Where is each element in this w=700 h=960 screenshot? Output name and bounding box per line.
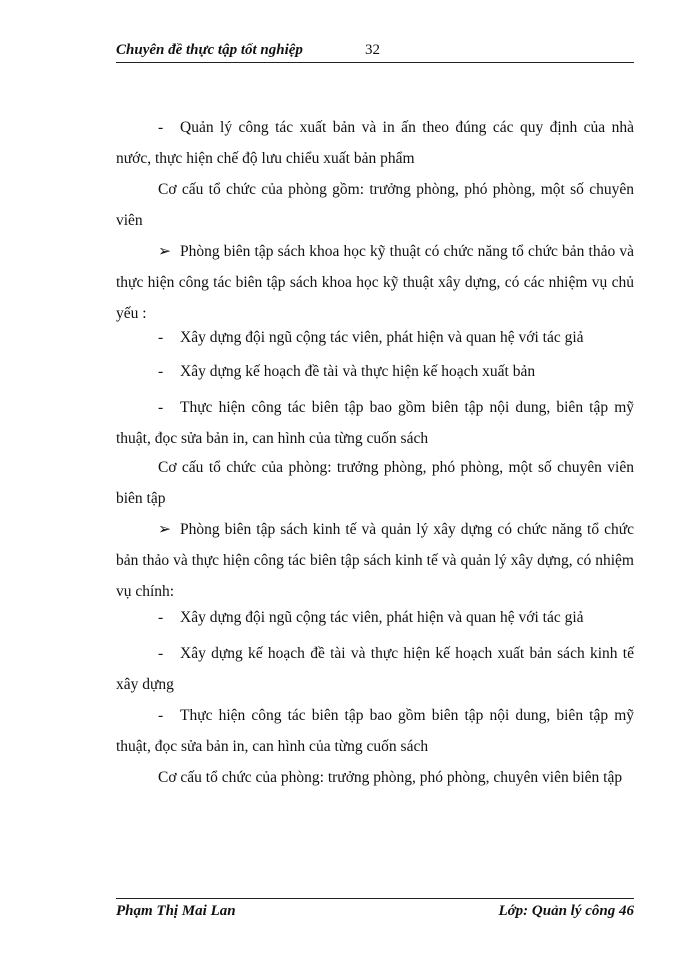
paragraph-text: Phòng biên tập sách kinh tế và quản lý xây dựng có chức năng tổ chức bản thảo và thực hiện công tác biên tập sách kinh tế và quản lý xây dựng, có nhiệm vụ chính:	[116, 521, 634, 600]
paragraph-text: Cơ cấu tổ chức của phòng: trưởng phòng, phó phòng, một số chuyên viên biên tập	[116, 459, 634, 507]
paragraph	[116, 112, 634, 174]
paragraph	[116, 322, 634, 353]
dash-marker: -	[158, 645, 164, 662]
paragraph-text: Xây dựng kế hoạch đề tài và thực hiện kế hoạch xuất bản sách kinh tế xây dựng	[116, 645, 634, 693]
paragraph-text: Xây dựng kế hoạch đề tài và thực hiện kế hoạch xuất bản	[180, 363, 536, 380]
dash-marker: -	[158, 707, 164, 724]
dash-marker: -	[158, 363, 164, 380]
document-title: Chuyên đề thực tập tốt nghiệp	[116, 42, 303, 58]
paragraph	[116, 356, 634, 387]
arrow-bullet-icon: ➢	[158, 243, 171, 260]
paragraph-text: Xây dựng đội ngũ cộng tác viên, phát hiện và quan hệ với tác giả	[180, 329, 584, 346]
paragraph-text: Cơ cấu tổ chức của phòng: trưởng phòng, phó phòng, chuyên viên biên tập	[158, 769, 623, 786]
paragraph-text: Thực hiện công tác biên tập bao gồm biên tập nội dung, biên tập mỹ thuật, đọc sửa bản in, can hình của từng cuốn sách	[116, 707, 634, 755]
paragraph	[116, 514, 634, 607]
paragraph	[116, 174, 634, 236]
paragraph	[116, 762, 634, 793]
paragraph	[116, 700, 634, 762]
paragraph-text: Xây dựng đội ngũ cộng tác viên, phát hiện và quan hệ với tác giả	[180, 609, 584, 626]
dash-marker: -	[158, 329, 164, 346]
paragraph	[116, 602, 634, 633]
paragraph-text: Cơ cấu tổ chức của phòng gồm: trưởng phòng, phó phòng, một số chuyên viên	[116, 181, 634, 229]
page-footer	[116, 898, 634, 919]
page-number: 32	[365, 42, 380, 58]
class-name: Lớp: Quản lý công 46	[498, 903, 634, 919]
paragraph	[116, 452, 634, 514]
paragraph-text: Quản lý công tác xuất bản và in ấn theo đúng các quy định của nhà nước, thực hiện chế độ lưu chiểu xuất bản phẩm	[116, 119, 634, 167]
paragraph	[116, 236, 634, 329]
arrow-bullet-icon: ➢	[158, 521, 171, 538]
dash-marker: -	[158, 609, 164, 626]
paragraph-text: Phòng biên tập sách khoa học kỹ thuật có chức năng tổ chức bản thảo và thực hiện công tác biên tập sách khoa học kỹ thuật xây dựng, có các nhiệm vụ chủ yếu :	[116, 243, 634, 322]
dash-marker: -	[158, 119, 164, 136]
page-header	[116, 42, 634, 63]
paragraph	[116, 392, 634, 454]
paragraph-text: Thực hiện công tác biên tập bao gồm biên tập nội dung, biên tập mỹ thuật, đọc sửa bản in, can hình của từng cuốn sách	[116, 399, 634, 447]
author-name: Phạm Thị Mai Lan	[116, 903, 236, 919]
dash-marker: -	[158, 399, 164, 416]
paragraph	[116, 638, 634, 700]
